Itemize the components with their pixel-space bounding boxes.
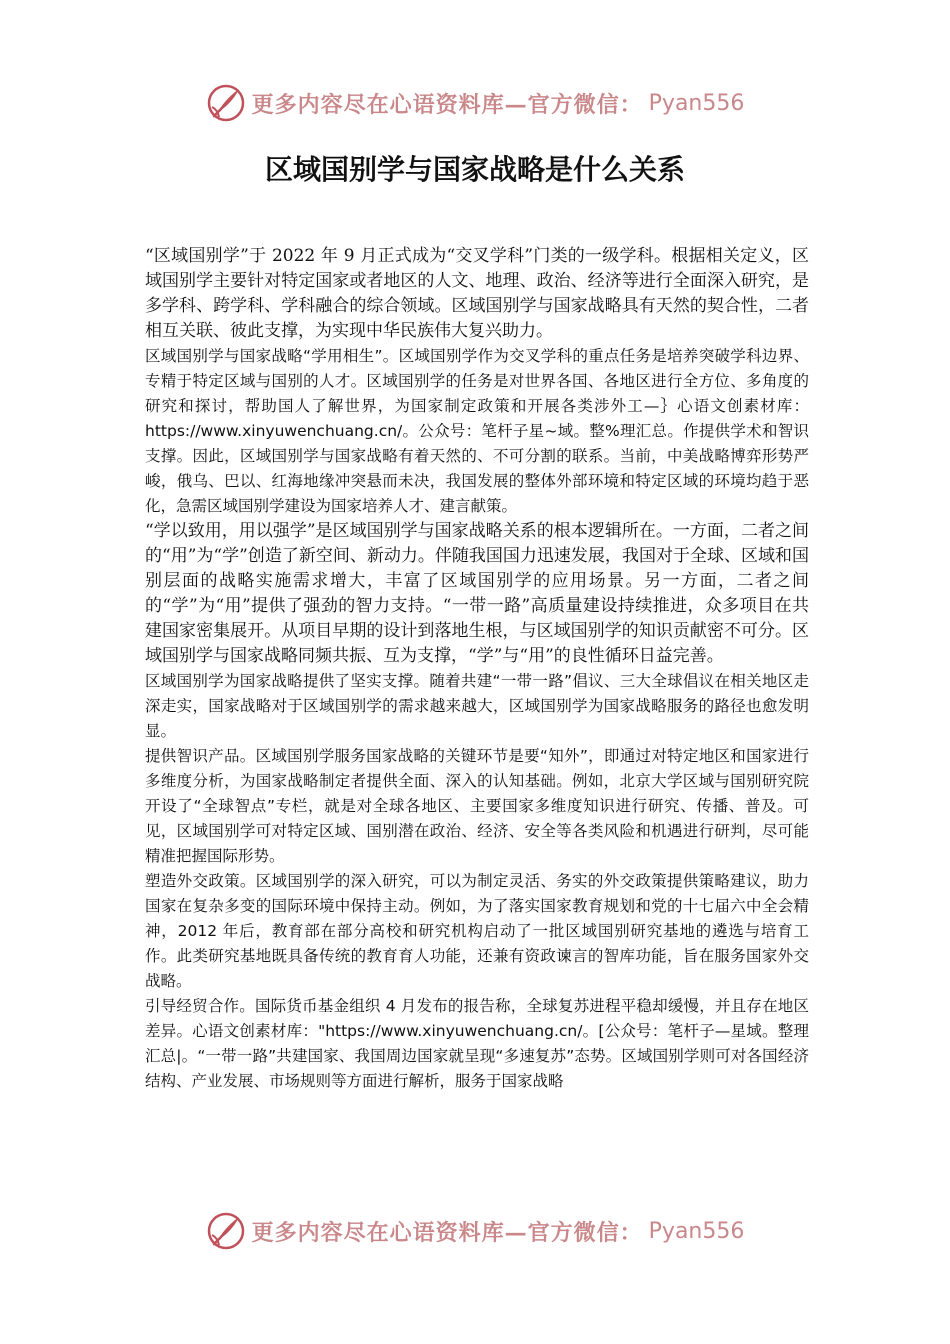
paragraph-trade-cooperation: 引导经贸合作。国际货币基金组织 4 月发布的报告称，全球复苏进程平稳却缓慢，并且存在地区差异。心语文创素材库："https://www.xinyuwenchuang.cn/。[公众号：笔杆子—星域。整理汇总|。“一带一路”共建国家、我国周边国家就呈现“多速复苏”态势。区域国别学则可对各国经济结构、产业发展、市场规则等方面进行解析，服务于国家战略: [145, 997, 809, 1090]
paragraph-knowledge-products: 提供智识产品。区域国别学服务国家战略的关键环节是要“知外”，即通过对特定地区和国家进行多维度分析，为国家战略制定者提供全面、深入的认知基础。例如，北京大学区域与国别研究院开设了“全球智点”专栏，就是对全球各地区、主要国家多维度知识进行研究、传播、普及。可见，区域国别学可对特定区域、国别潜在政治、经济、安全等各类风险和机遇进行研判，尽可能精准把握国际形势。: [145, 747, 809, 865]
footer-banner: [0, 1208, 950, 1254]
paragraph-study-and-use: 区域国别学与国家战略“学用相生”。区域国别学作为交叉学科的重点任务是培养突破学科边界、专精于特定区域与国别的人才。区域国别学的任务是对世界各国、各地区进行全方位、多角度的研究和探讨，帮助国人了解世界，为国家制定政策和开展各类涉外工—｝心语文创素材库：https://www.xinyuwenchuang.cn/。公众号：笔杆子星~域。整%理汇总。作提供学术和智识支撑。因此，区域国别学与国家战略有着天然的、不可分割的联系。当前，中美战略博弈形势严峻，俄乌、巴以、红海地缘冲突悬而未决，我国发展的整体外部环境和特定区域的环境均趋于恶化，急需区域国别学建设为国家培养人才、建言献策。: [145, 347, 809, 515]
quill-logo-icon: [206, 1211, 246, 1251]
paragraph-core-logic: “学以致用，用以强学”是区域国别学与国家战略关系的根本逻辑所在。一方面，二者之间的“用”为“学”创造了新空间、新动力。伴随我国国力迅速发展，我国对于全球、区域和国别层面的战略实施需求增大，丰富了区域国别学的应用场景。另一方面，二者之间的“学”为“用”提供了强劲的智力支持。“一带一路”高质量建设持续推进，众多项目在共建国家密集展开。从项目早期的设计到落地生根，与区域国别学的知识贡献密不可分。区域国别学与国家战略同频共振、互为支撑，“学”与“用”的良性循环日益完善。: [145, 521, 809, 666]
paragraph-intro: “区域国别学”于 2022 年 9 月正式成为“交叉学科”门类的一级学科。根据相关定义，区域国别学主要针对特定国家或者地区的人文、地理、政治、经济等进行全面深入研究，是多学科、跨学科、学科融合的综合领域。区域国别学与国家战略具有天然的契合性，二者相互关联、彼此支撑，为实现中华民族伟大复兴助力。: [145, 246, 809, 341]
header-banner-text: 更多内容尽在心语资料库—官方微信：: [251, 91, 643, 118]
quill-logo-icon: [206, 83, 246, 123]
paragraph-support: 区域国别学为国家战略提供了坚实支撑。随着共建“一带一路”倡议、三大全球倡议在相关地区走深走实，国家战略对于区域国别学的需求越来越大，区域国别学为国家战略服务的路径也愈发明显。: [145, 672, 809, 740]
footer-banner-text: 更多内容尽在心语资料库—官方微信：: [251, 1219, 643, 1246]
article-body: [145, 244, 809, 1094]
header-banner: [0, 80, 950, 126]
header-wechat-id: Pyan556: [648, 90, 745, 116]
paragraph-foreign-policy: 塑造外交政策。区域国别学的深入研究，可以为制定灵活、务实的外交政策提供策略建议，助力国家在复杂多变的国际环境中保持主动。例如，为了落实国家教育规划和党的十七届六中全会精神，2012 年后，教育部在部分高校和研究机构启动了一批区域国别研究基地的遴选与培育工作。此类研究基地既具备传统的教育育人功能，还兼有资政谏言的智库功能，旨在服务国家外交战略。: [145, 872, 809, 990]
footer-wechat-id: Pyan556: [648, 1218, 745, 1244]
page-title: 区域国别学与国家战略是什么关系: [264, 153, 685, 186]
